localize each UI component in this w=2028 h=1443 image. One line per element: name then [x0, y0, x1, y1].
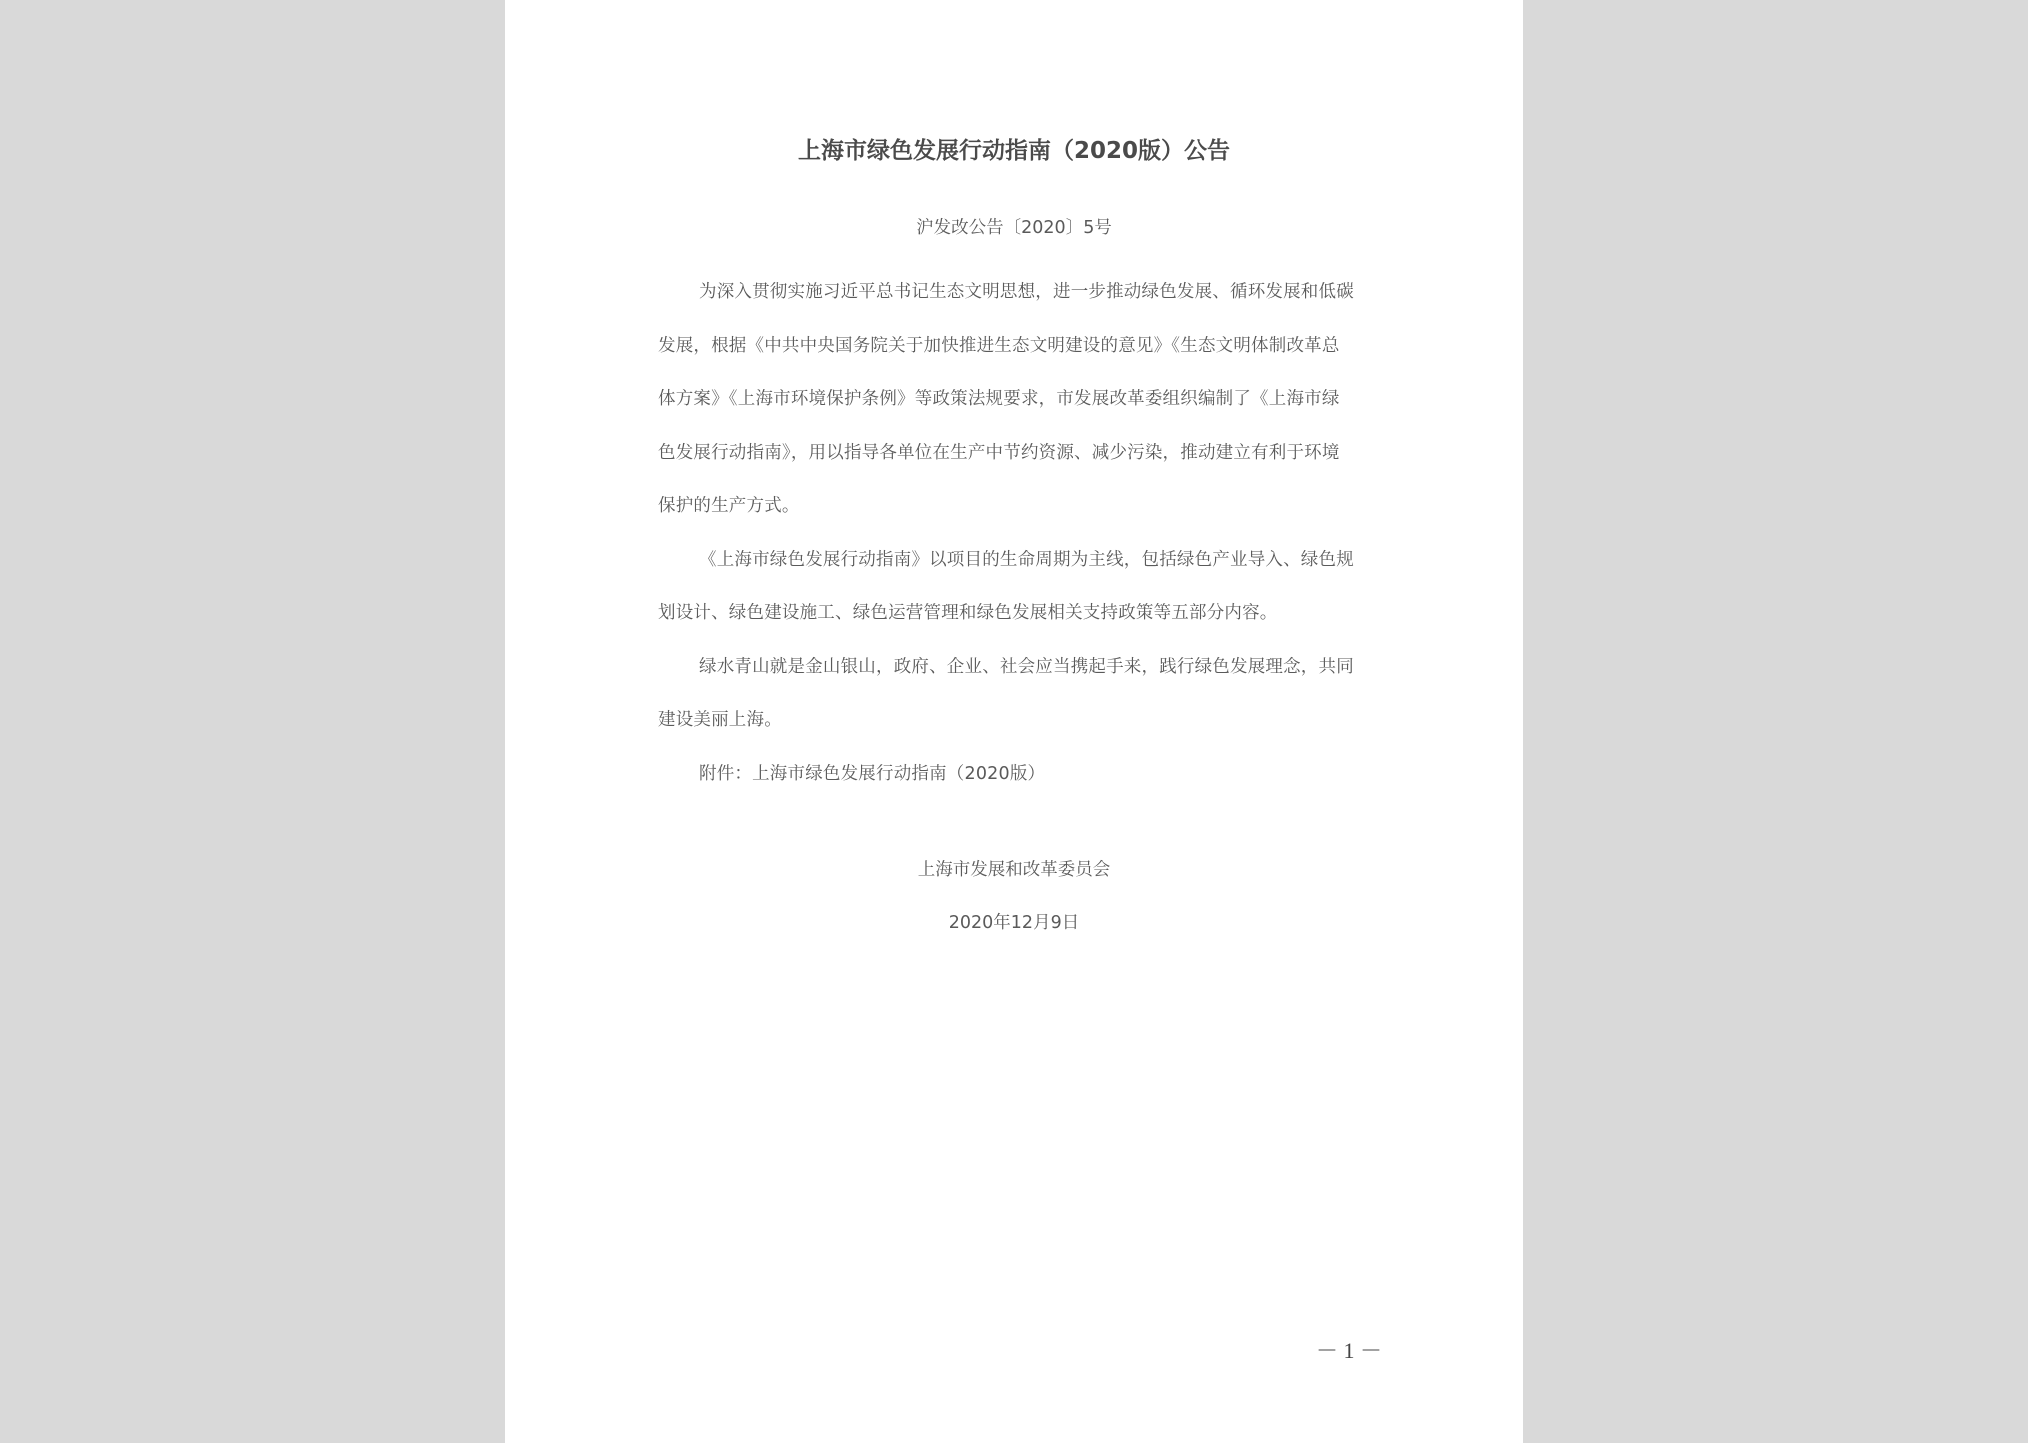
- document-number: 沪发改公告〔2020〕5号: [916, 218, 1112, 238]
- attachment-line: 附件：上海市绿色发展行动指南（2020版）: [699, 763, 1046, 784]
- issue-date: 2020年12月9日: [948, 913, 1080, 933]
- issuer-signature: 上海市发展和改革委员会: [917, 860, 1111, 880]
- paragraph-line: 建设美丽上海。: [658, 710, 782, 730]
- document-body: [658, 266, 1372, 801]
- paragraph-line: 体方案》《上海市环境保护条例》等政策法规要求，市发展改革委组织编制了《上海市绿: [658, 389, 1340, 409]
- paragraph-line: 发展，根据《中共中央国务院关于加快推进生态文明建设的意见》《生态文明体制改革总: [658, 335, 1340, 356]
- paragraph-3: [658, 641, 1372, 748]
- paragraph-line: 色发展行动指南》，用以指导各单位在生产中节约资源、减少污染，推动建立有利于环境: [658, 442, 1340, 463]
- paragraph-1: [658, 266, 1372, 534]
- paragraph-line: 《上海市绿色发展行动指南》以项目的生命周期为主线，包括绿色产业导入、绿色规: [699, 549, 1354, 570]
- paragraph-line: 为深入贯彻实施习近平总书记生态文明思想，进一步推动绿色发展、循环发展和低碳: [699, 282, 1354, 302]
- paragraph-line: 绿水青山就是金山银山，政府、企业、社会应当携起手来，践行绿色发展理念，共同: [699, 656, 1354, 677]
- document-page: [505, 0, 1523, 1443]
- paragraph-2: [658, 534, 1372, 641]
- paragraph-line: 保护的生产方式。: [658, 496, 800, 516]
- page-number: － 1 －: [1315, 1338, 1382, 1363]
- document-title: 上海市绿色发展行动指南（2020版）公告: [797, 138, 1230, 164]
- paragraph-line: 划设计、绿色建设施工、绿色运营管理和绿色发展相关支持政策等五部分内容。: [658, 603, 1278, 623]
